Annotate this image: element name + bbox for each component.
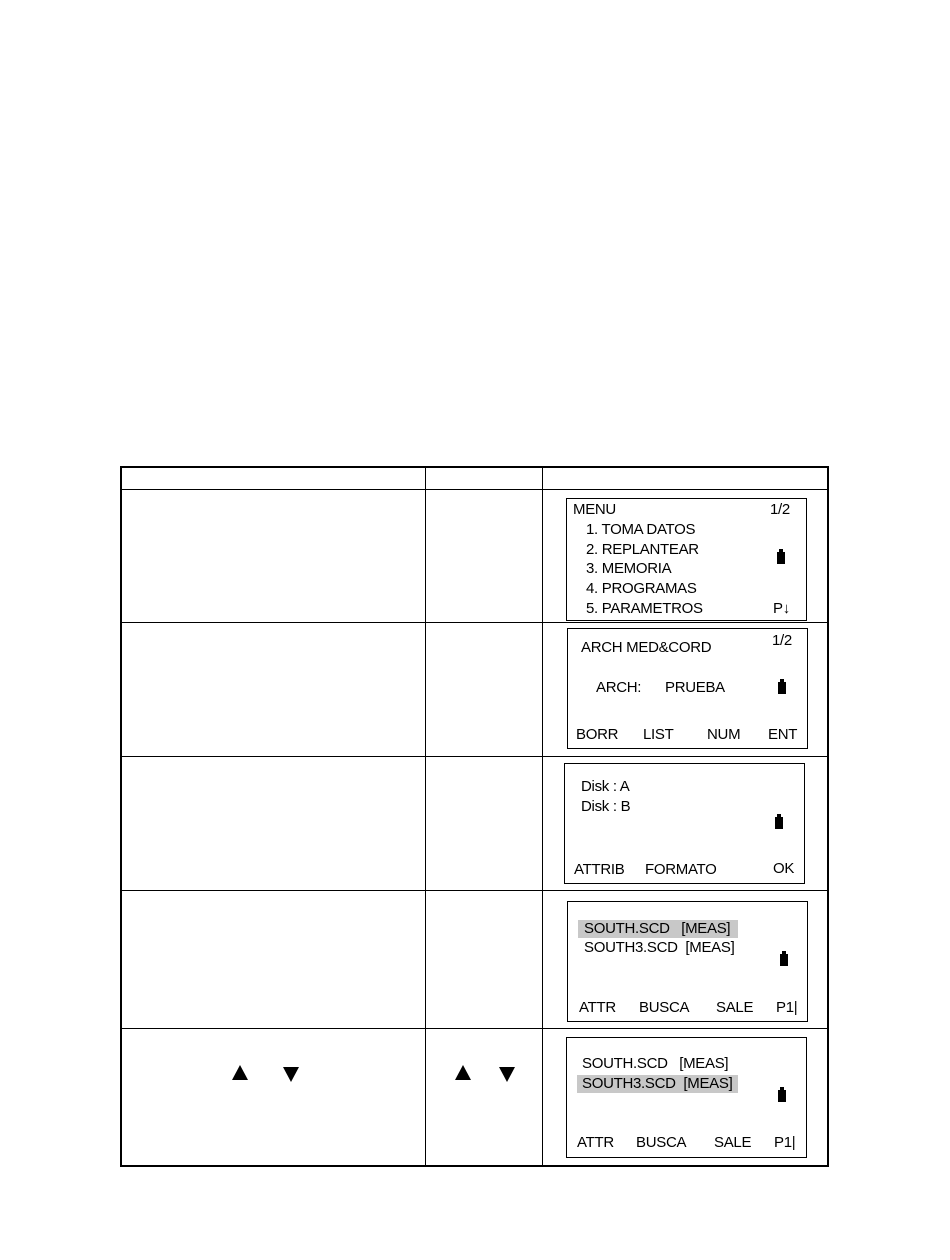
column-divider xyxy=(425,891,426,1028)
softkey-borr[interactable]: BORR xyxy=(576,726,619,743)
menu-item-toma-datos[interactable]: 1. TOMA DATOS xyxy=(586,521,696,538)
file-list-item[interactable]: SOUTH.SCD [MEAS] xyxy=(582,1055,729,1072)
softkey-attr[interactable]: ATTR xyxy=(577,1134,614,1151)
battery-icon xyxy=(778,1090,786,1102)
softkey-formato[interactable]: FORMATO xyxy=(645,861,717,878)
column-divider xyxy=(425,757,426,890)
page-number: 1/2 xyxy=(770,501,790,518)
file-list-item-selected[interactable]: SOUTH.SCD [MEAS] xyxy=(578,920,738,938)
column-divider xyxy=(542,490,543,622)
softkey-attrib[interactable]: ATTRIB xyxy=(574,861,625,878)
lcd-screen-file-list xyxy=(566,1037,807,1158)
softkey-num[interactable]: NUM xyxy=(707,726,741,743)
table-row xyxy=(122,622,827,756)
menu-item-memoria[interactable]: 3. MEMORIA xyxy=(586,560,672,577)
softkey-sale[interactable]: SALE xyxy=(714,1134,752,1151)
softkey-page[interactable]: P1| xyxy=(776,999,798,1016)
softkey-ok[interactable]: OK xyxy=(773,860,795,877)
file-field-label: ARCH: xyxy=(596,679,642,696)
file-list-item-selected[interactable]: SOUTH3.SCD [MEAS] xyxy=(577,1075,738,1093)
file-list-item[interactable]: SOUTH3.SCD [MEAS] xyxy=(584,939,735,956)
softkey-attr[interactable]: ATTR xyxy=(579,999,616,1016)
screen-title: MENU xyxy=(573,501,616,518)
table-row xyxy=(122,890,827,1028)
up-arrow-icon xyxy=(232,1065,248,1080)
battery-icon xyxy=(778,682,786,694)
softkey-page[interactable]: P1| xyxy=(774,1134,796,1151)
column-divider xyxy=(425,490,426,622)
battery-icon xyxy=(775,817,783,829)
battery-icon xyxy=(780,954,788,966)
menu-item-replantear[interactable]: 2. REPLANTEAR xyxy=(586,541,699,558)
column-divider xyxy=(542,623,543,756)
softkey-list[interactable]: LIST xyxy=(643,726,674,743)
table-row xyxy=(122,1028,827,1165)
disk-a-item[interactable]: Disk : A xyxy=(581,778,630,795)
menu-item-parametros[interactable]: 5. PARAMETROS xyxy=(586,600,703,617)
up-arrow-key-icon[interactable] xyxy=(455,1065,471,1080)
column-divider xyxy=(425,623,426,756)
menu-item-programas[interactable]: 4. PROGRAMAS xyxy=(586,580,697,597)
lcd-screen-disk xyxy=(564,763,805,884)
column-divider xyxy=(425,1029,426,1165)
down-arrow-icon xyxy=(283,1067,299,1082)
column-divider xyxy=(542,891,543,1028)
column-divider xyxy=(542,1029,543,1165)
column-divider xyxy=(542,468,543,489)
softkey-busca[interactable]: BUSCA xyxy=(636,1134,687,1151)
disk-b-item[interactable]: Disk : B xyxy=(581,798,631,815)
table-header-row xyxy=(122,468,827,489)
file-field-value[interactable]: PRUEBA xyxy=(665,679,725,696)
screen-title: ARCH MED&CORD xyxy=(581,639,712,656)
down-arrow-key-icon[interactable] xyxy=(499,1067,515,1082)
softkey-busca[interactable]: BUSCA xyxy=(639,999,690,1016)
lcd-screen-file-list xyxy=(567,901,808,1022)
column-divider xyxy=(542,757,543,890)
table-row xyxy=(122,489,827,622)
softkey-ent[interactable]: ENT xyxy=(768,726,798,743)
column-divider xyxy=(425,468,426,489)
battery-icon xyxy=(777,552,785,564)
lcd-screen-menu xyxy=(566,498,807,621)
lcd-screen-file-select xyxy=(567,628,808,749)
softkey-sale[interactable]: SALE xyxy=(716,999,754,1016)
page-down-indicator[interactable]: P↓ xyxy=(773,600,790,617)
procedure-table xyxy=(120,466,829,1167)
page-number: 1/2 xyxy=(772,632,792,649)
table-row xyxy=(122,756,827,890)
